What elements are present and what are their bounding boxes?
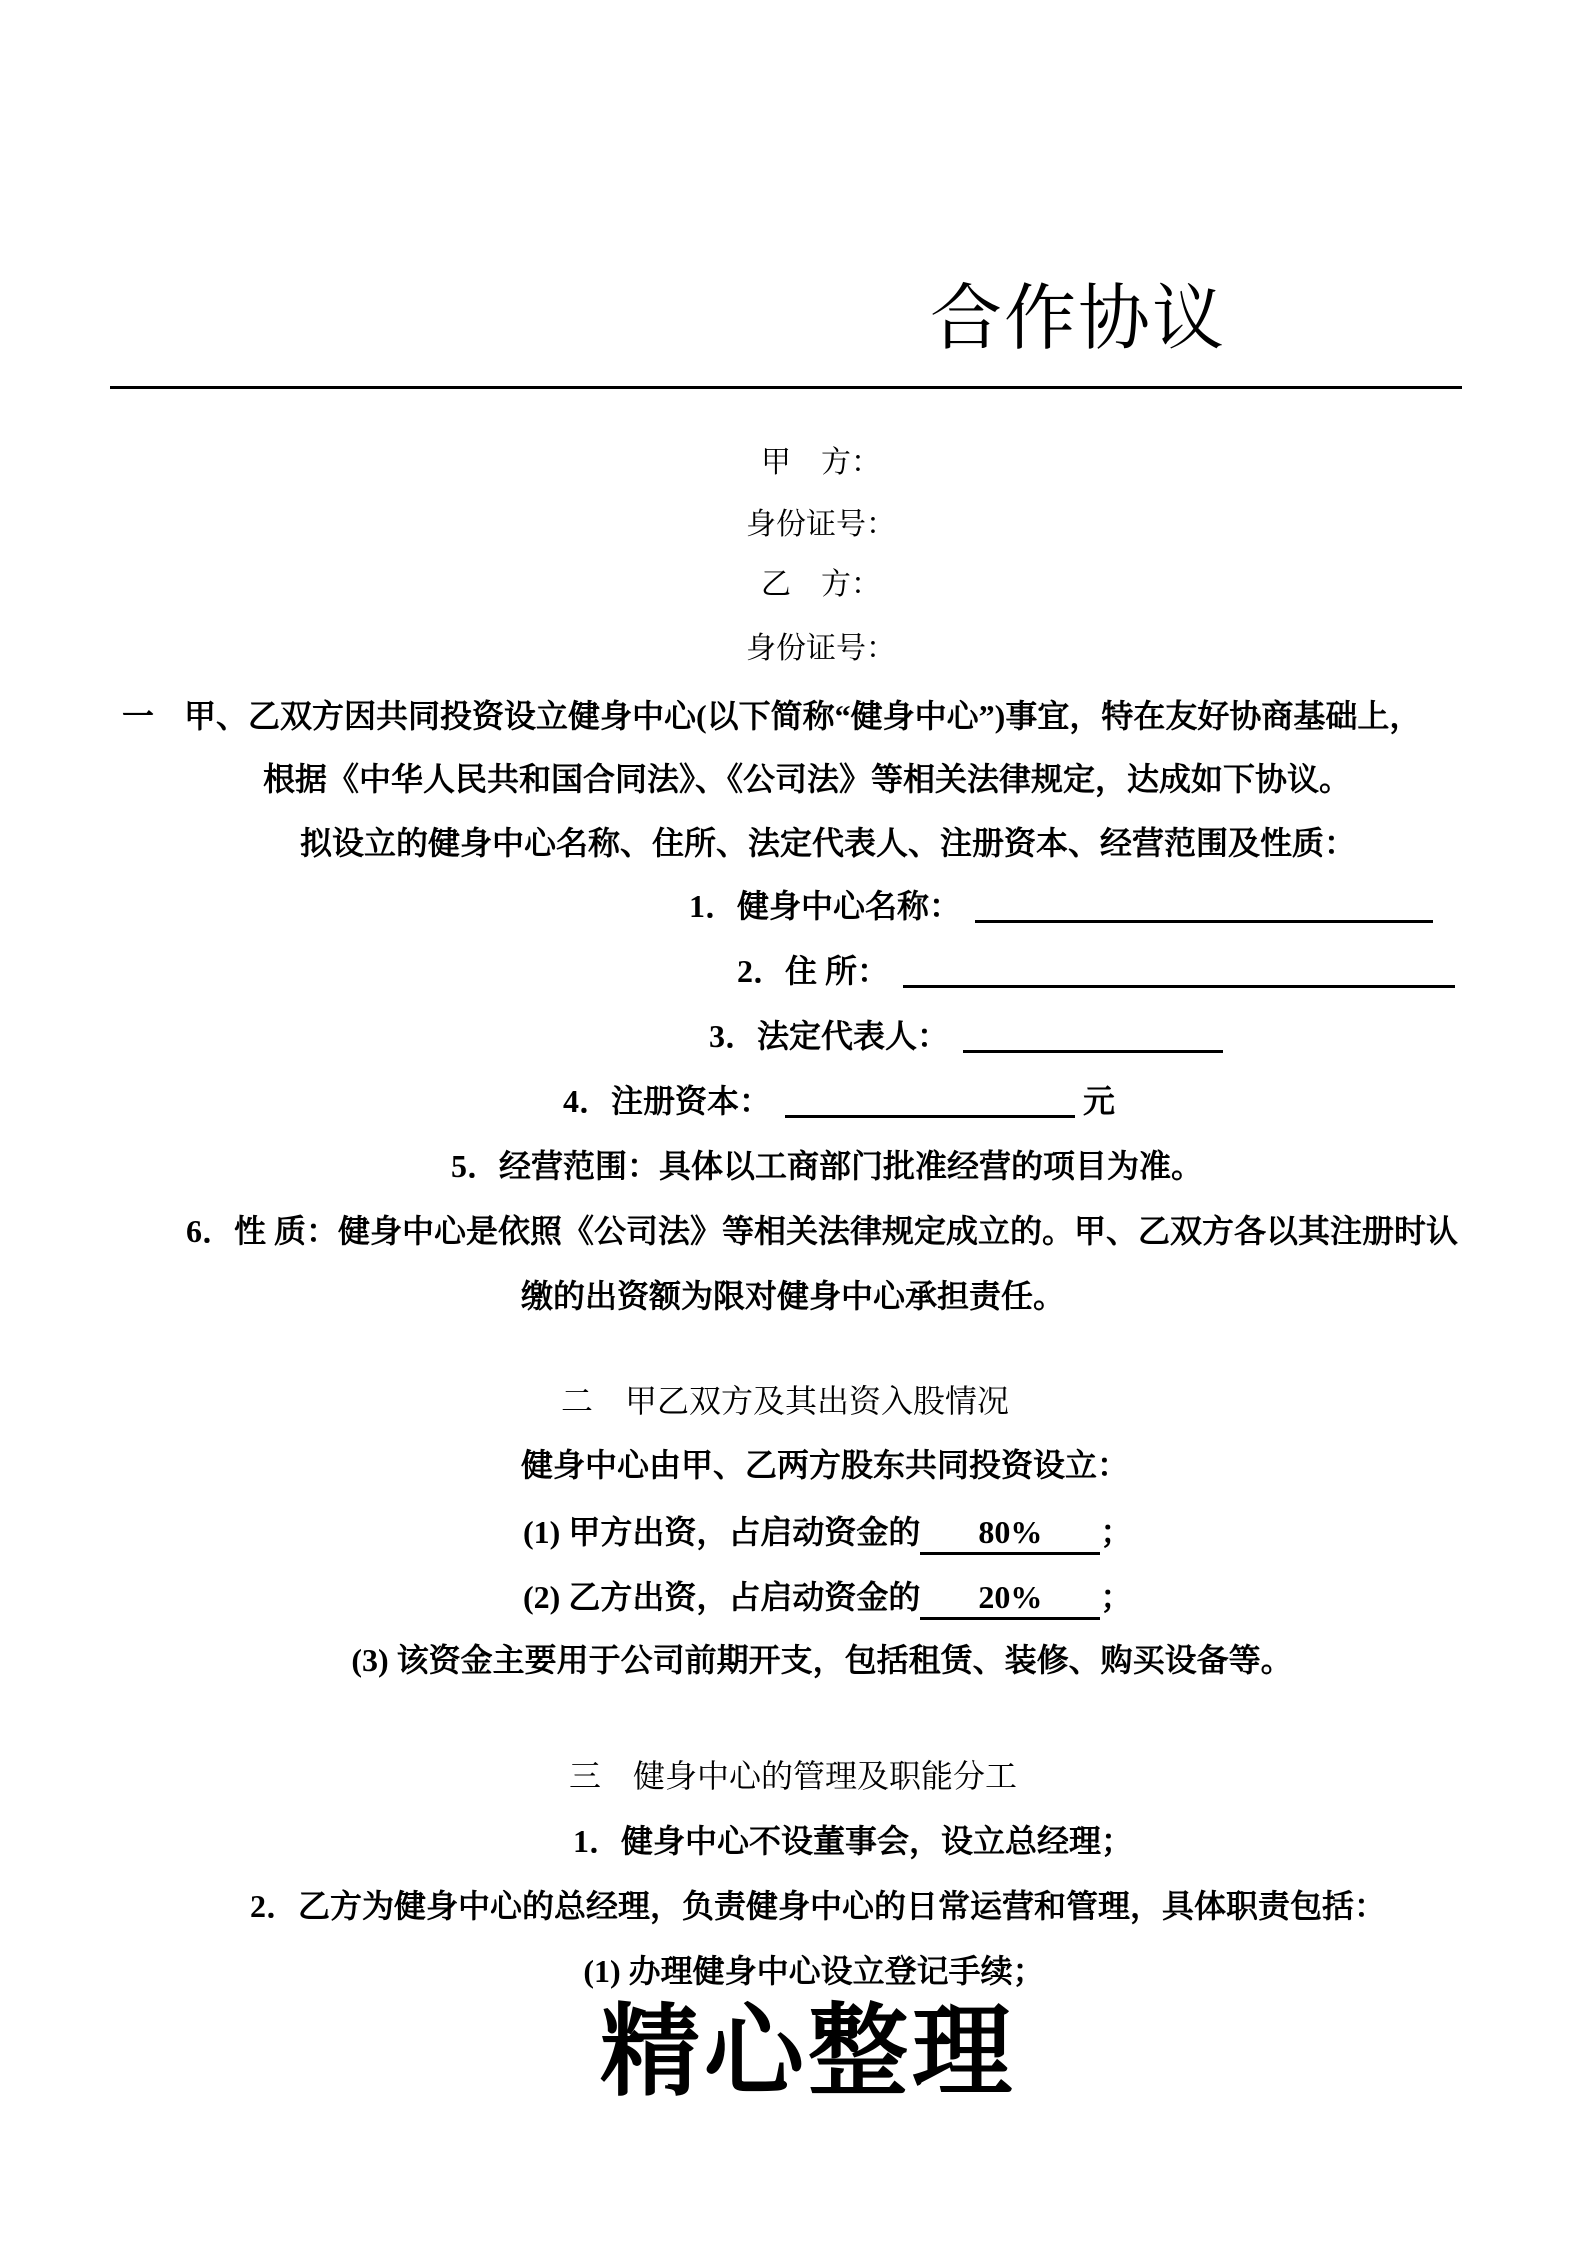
section1-line1-text: 甲、乙双方因共同投资设立健身中心(以下简称“健身中心”)事宜，特在友好协商基础上，	[184, 698, 1422, 734]
field-center-name-label: 1．健身中心名称：	[689, 888, 962, 924]
field-address-blank	[903, 975, 1455, 988]
section3-item2: 2．乙方为健身中心的总经理，负责健身中心的日常运营和管理，具体职责包括：	[249, 1888, 1387, 1924]
field-capital-blank	[785, 1105, 1075, 1118]
field-legal-rep-label: 3．法定代表人：	[709, 1018, 950, 1054]
field-address-row	[737, 953, 1455, 990]
field-legal-rep-blank	[963, 1040, 1223, 1053]
party-b-share-value: 20%	[978, 1579, 1043, 1615]
section1-marker: 一	[122, 698, 155, 734]
section1-paragraph-line2: 根据《中华人民共和国合同法》、《公司法》等相关法律规定，达成如下协议。	[262, 761, 1352, 797]
section2-item1-row	[523, 1512, 1132, 1555]
section3-item1: 1．健身中心不设董事会，设立总经理；	[572, 1823, 1134, 1859]
field-capital-label: 4．注册资本：	[563, 1083, 772, 1119]
section3-item3: (1) 办理健身中心设立登记手续；	[583, 1953, 1045, 1989]
party-a-share-blank	[920, 1512, 1100, 1555]
section1-intro: 拟设立的健身中心名称、住所、法定代表人、注册资本、经营范围及性质：	[299, 825, 1357, 861]
party-a-id-label: 身份证号：	[746, 508, 896, 541]
section2-heading: 二 甲乙双方及其出资入股情况	[560, 1383, 1010, 1419]
field-address-label: 2．住 所：	[737, 953, 890, 989]
party-a-label: 甲 方：	[761, 446, 881, 479]
section2-item2-row	[523, 1577, 1132, 1620]
field-capital-row	[563, 1083, 1115, 1120]
title-divider	[110, 386, 1462, 389]
watermark-text: 精心整理	[600, 1997, 1016, 2108]
section2-intro: 健身中心由甲、乙两方股东共同投资设立：	[520, 1447, 1130, 1483]
party-b-id-label: 身份证号：	[746, 632, 896, 665]
section1-paragraph-line1	[122, 698, 1421, 735]
party-b-share-blank	[920, 1577, 1100, 1620]
section2-item1-suffix: ；	[1100, 1514, 1133, 1550]
section3-heading: 三 健身中心的管理及职能分工	[568, 1758, 1018, 1794]
section2-item2-suffix: ；	[1100, 1579, 1133, 1615]
party-b-label: 乙 方：	[761, 568, 881, 601]
field-center-name-row	[689, 888, 1433, 925]
party-a-share-value: 80%	[978, 1514, 1043, 1550]
section2-item3: (3) 该资金主要用于公司前期开支，包括租赁、装修、购买设备等。	[351, 1642, 1293, 1678]
section1-item6-line2: 缴的出资额为限对健身中心承担责任。	[520, 1278, 1066, 1314]
field-capital-unit: 元	[1083, 1083, 1116, 1119]
section2-item1-prefix: (1) 甲方出资，占启动资金的	[523, 1514, 921, 1550]
section1-item5: 5．经营范围：具体以工商部门批准经营的项目为准。	[450, 1148, 1204, 1184]
field-center-name-blank	[975, 910, 1433, 923]
document-title: 合作协议	[930, 279, 1227, 359]
field-legal-rep-row	[709, 1018, 1223, 1055]
section1-item6-line1: 6．性 质：健身中心是依照《公司法》等相关法律规定成立的。甲、乙双方各以其注册时认	[186, 1213, 1459, 1249]
section2-item2-prefix: (2) 乙方出资，占启动资金的	[523, 1579, 921, 1615]
